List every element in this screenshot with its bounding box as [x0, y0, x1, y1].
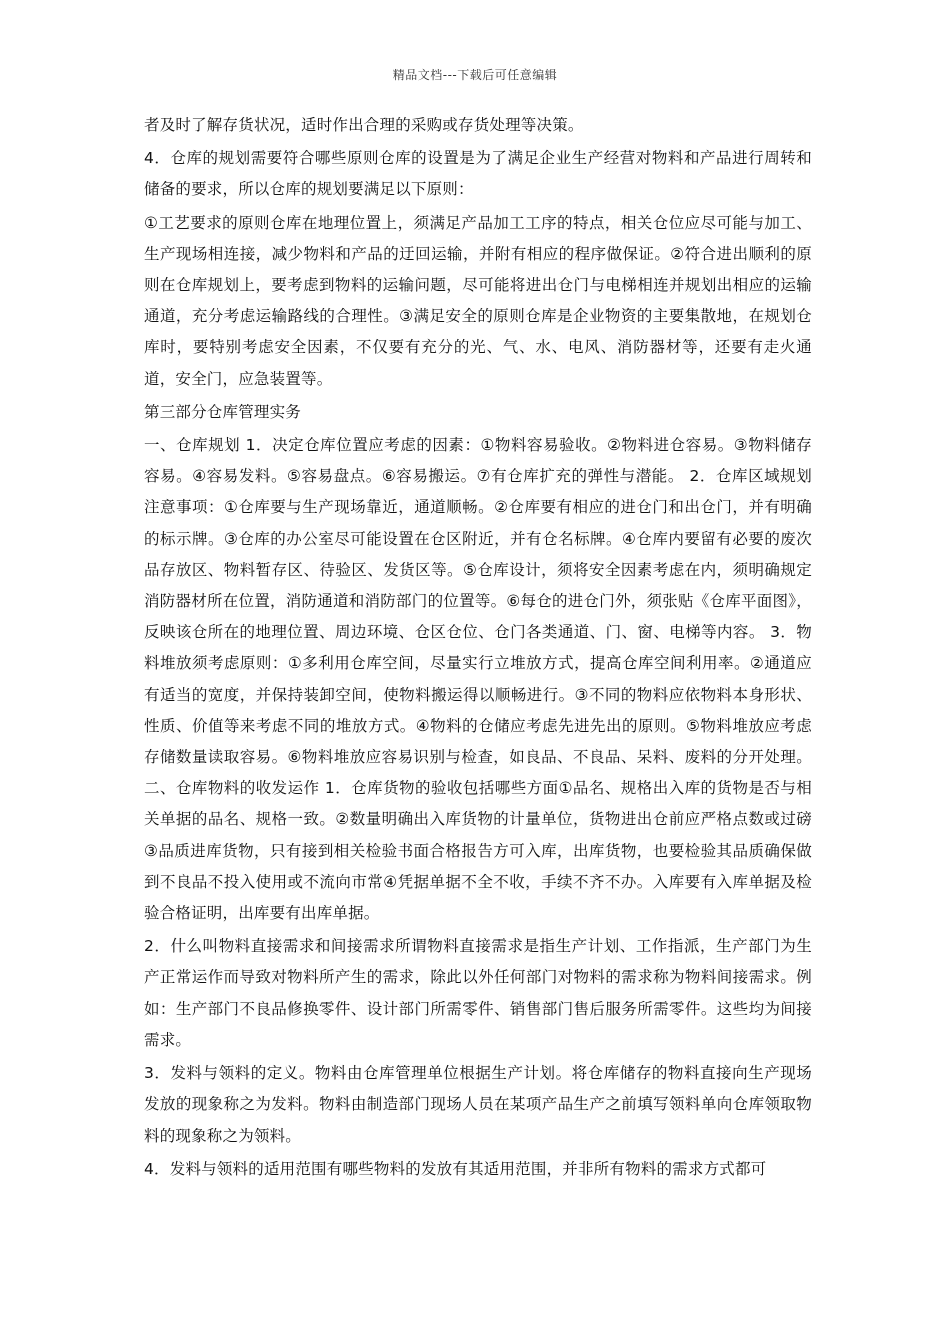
paragraph: 3．发料与领料的定义。物料由仓库管理单位根据生产计划。将仓库储存的物料直接向生产现场发放的现象称之为发料。物料由制造部门现场人员在某项产品生产之前填写领料单向仓库领取物料的现象称之为领料。 — [144, 1064, 812, 1145]
paragraph: 4．仓库的规划需要符合哪些原则仓库的设置是为了满足企业生产经营对物料和产品进行周转和储备的要求，所以仓库的规划要满足以下原则： — [144, 149, 812, 199]
document-body — [144, 110, 812, 1187]
page-header: 精品文档---下载后可任意编辑 — [392, 68, 558, 82]
paragraph: ①工艺要求的原则仓库在地理位置上，须满足产品加工工序的特点，相关仓位应尽可能与加工、生产现场相连接，减少物料和产品的迂回运输，并附有相应的程序做保证。②符合进出顺利的原则在仓库规划上，要考虑到物料的运输问题，尽可能将进出仓门与电梯相连并规划出相应的运输通道，充分考虑运输路线的合理性。③满足安全的原则仓库是企业物资的主要集散地，在规划仓库时，要特别考虑安全因素，不仅要有充分的光、气、水、电风、消防器材等，还要有走火通道，安全门，应急装置等。 — [144, 213, 812, 388]
paragraph: 者及时了解存货状况，适时作出合理的采购或存货处理等决策。 — [144, 116, 584, 134]
section-heading: 第三部分仓库管理实务 — [144, 402, 302, 421]
paragraph: 2．什么叫物料直接需求和间接需求所谓物料直接需求是指生产计划、工作指派，生产部门为生产正常运作而导致对物料所产生的需求，除此以外任何部门对物料的需求称为物料间接需求。例如：生产部门不良品修换零件、设计部门所需零件、销售部门售后服务所需零件。这些均为间接需求。 — [144, 937, 812, 1049]
paragraph: 4．发料与领料的适用范围有哪些物料的发放有其适用范围，并非所有物料的需求方式都可 — [144, 1159, 767, 1178]
paragraph: 一、仓库规划 1．决定仓库位置应考虑的因素：①物料容易验收。②物料进仓容易。③物料储存容易。④容易发料。⑤容易盘点。⑥容易搬运。⑦有仓库扩充的弹性与潜能。 2．仓库区域规划注意事项：①仓库要与生产现场靠近，通道顺畅。②仓库要有相应的进仓门和出仓门，并有明确的标示牌。③仓库的办公室尽可能设置在仓区附近，并有仓名标牌。④仓库内要留有必要的废次品存放区、物料暂存区、待验区、发货区等。⑤仓库设计，须将安全因素考虑在内，须明确规定消防器材所在位置，消防通道和消防部门的位置等。⑥每仓的进仓门外，须张贴《仓库平面图》，反映该仓所在的地理位置、周边环境、仓区仓位、仓门各类通道、门、窗、电梯等内容。 3．物料堆放须考虑原则：①多利用仓库空间，尽量实行立堆放方式，提高仓库空间利用率。②通道应有适当的宽度，并保持装卸空间，使物料搬运得以顺畅进行。③不同的物料应依物料本身形状、性质、价值等来考虑不同的堆放方式。④物料的仓储应考虑先进先出的原则。⑤物料堆放应考虑存储数量读取容易。⑥物料堆放应容易识别与检查，如良品、不良品、呆料、废料的分开处理。二、仓库物料的收发运作 1．仓库货物的验收包括哪些方面①品名、规格出入库的货物是否与相关单据的品名、规格一致。②数量明确出入库货物的计量单位，货物进出仓前应严格点数或过磅③品质进库货物，只有接到相关检验书面合格报告方可入库，出库货物，也要检验其品质确保做到不良品不投入使用或不流向市常④凭据单据不全不收，手续不齐不办。入库要有入库单据及检验合格证明，出库要有出库单据。 — [144, 436, 812, 923]
